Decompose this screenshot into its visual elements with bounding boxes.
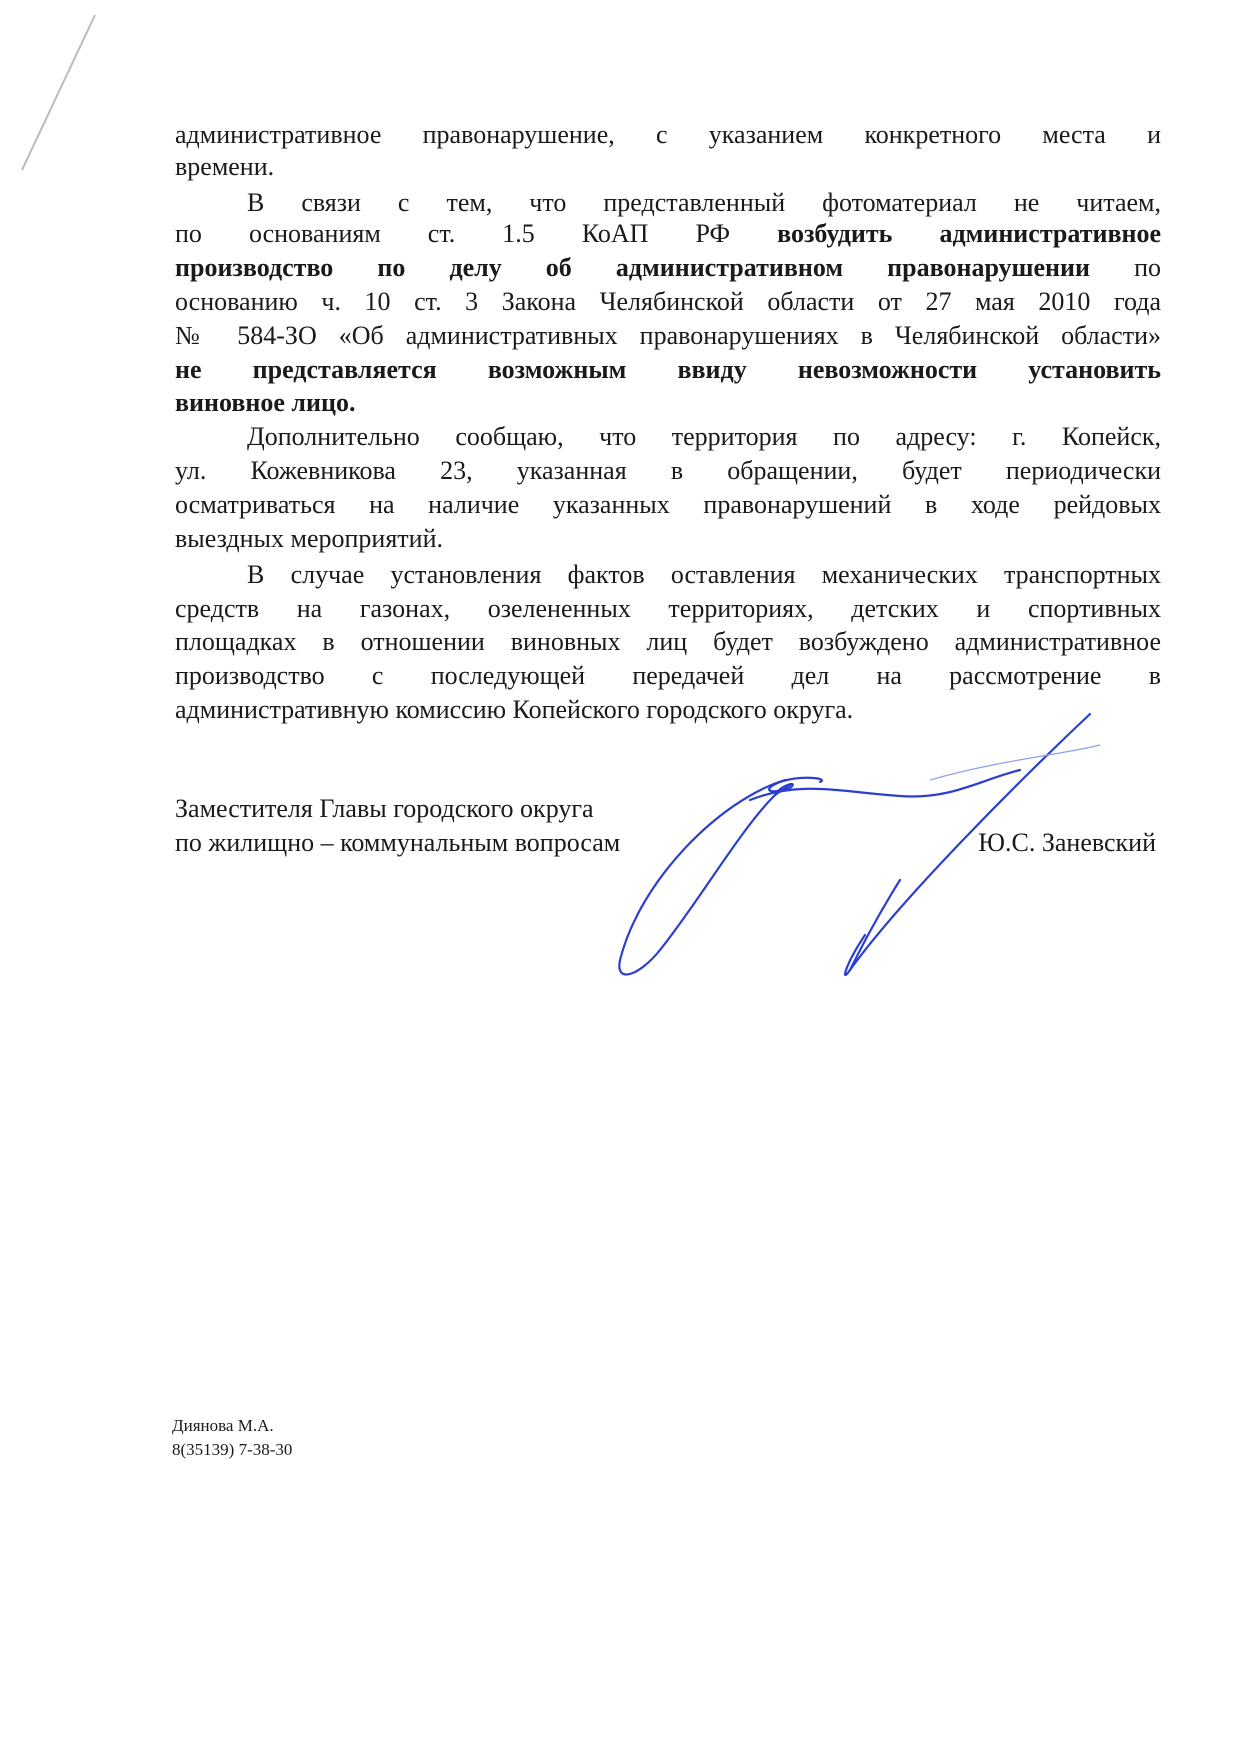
text-line: основанию ч. 10 ст. 3 Закона Челябинской области от 27 мая 2010 года [175,287,1161,316]
text-line: административное правонарушение, с указанием конкретного места и [175,120,1161,149]
text-line [175,217,1161,251]
signatory-position-line1: Заместителя Главы городского округа [175,794,594,823]
text-line: административную комиссию Копейского городского округа. [175,695,854,724]
text-line [175,251,1161,285]
bold-segment: виновное лицо. [175,388,356,417]
text-line [175,386,1161,420]
text-segment: по [1134,253,1161,282]
executor-phone: 8(35139) 7-38-30 [172,1440,293,1459]
text-line: времени. [175,152,275,181]
text-line: площадках в отношении виновных лиц будет возбуждено административное [175,627,1161,656]
text-line: Дополнительно сообщаю, что территория по адресу: г. Копейск, [247,422,1161,451]
executor-name: Диянова М.А. [172,1416,274,1435]
text-line: производство с последующей передачей дел на рассмотрение в [175,661,1161,690]
text-line: В связи с тем, что представленный фотоматериал не читаем, [247,188,1161,217]
text-line [175,353,1161,387]
signatory-position-line2: по жилищно – коммунальным вопросам [175,828,621,857]
text-line: средств на газонах, озелененных территориях, детских и спортивных [175,594,1161,623]
signatory-name: Ю.С. Заневский [978,828,1156,857]
text-line: № 584-ЗО «Об административных правонарушениях в Челябинской области» [175,321,1161,350]
text-line: осматриваться на наличие указанных правонарушений в ходе рейдовых [175,490,1161,519]
text-line: ул. Кожевникова 23, указанная в обращении, будет периодически [175,456,1161,485]
scan-edge-mark [10,10,110,180]
bold-segment: производство по делу об административном правонарушении [175,253,1090,282]
bold-segment: возбудить административное [777,219,1162,248]
text-segment: по основаниям ст. 1.5 КоАП РФ [175,219,731,248]
text-line: выездных мероприятий. [175,524,443,553]
handwritten-signature [600,700,1120,990]
bold-segment: не представляется возможным ввиду невозможности установить [175,355,1161,384]
text-line: В случае установления фактов оставления механических транспортных [247,560,1161,589]
